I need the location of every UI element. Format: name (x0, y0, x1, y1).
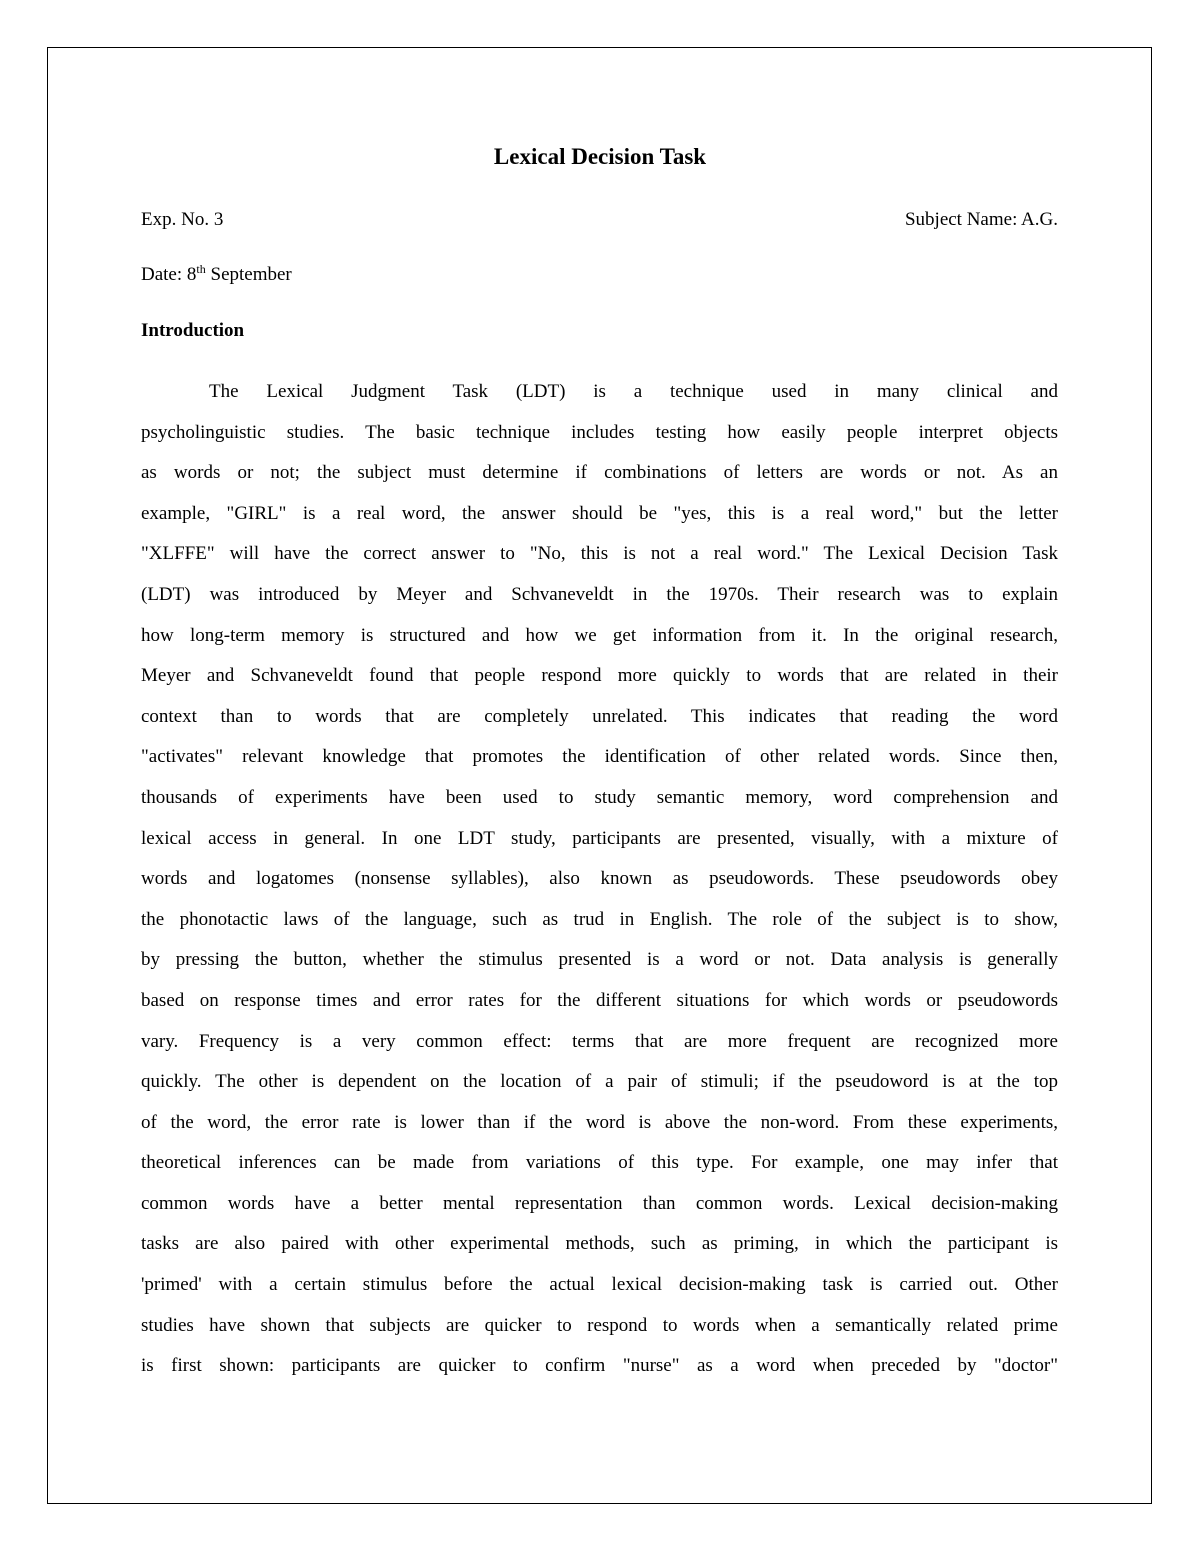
date-ordinal: th (196, 262, 206, 276)
paragraph-line: (LDT) was introduced by Meyer and Schvaneveldt in the 1970s. Their research was to explain (141, 583, 1058, 605)
paragraph-line: by pressing the button, whether the stimulus presented is a word or not. Data analysis is generally (141, 949, 1058, 971)
paragraph-line: the phonotactic laws of the language, such as trud in English. The role of the subject is to show, (141, 908, 1058, 930)
meta-row (141, 204, 1058, 236)
paragraph-line: The Lexical Judgment Task (LDT) is a technique used in many clinical and (209, 381, 1058, 402)
paragraph-line: how long-term memory is structured and how we get information from it. In the original research, (141, 624, 1058, 646)
paragraph-line: is first shown: participants are quicker to confirm "nurse" as a word when preceded by "doctor" (141, 1355, 1058, 1377)
paragraph-line: "XLFFE" will have the correct answer to "No, this is not a real word." The Lexical Decision Task (141, 543, 1058, 565)
paragraph-line: example, "GIRL" is a real word, the answer should be "yes, this is a real word," but the letter (141, 502, 1058, 524)
paragraph-line: based on response times and error rates for the different situations for which words or pseudowords (141, 989, 1058, 1011)
paragraph-line: words and logatomes (nonsense syllables), also known as pseudowords. These pseudowords obey (141, 868, 1058, 890)
paragraph-line: psycholinguistic studies. The basic technique includes testing how easily people interpret objects (141, 421, 1058, 443)
paragraph-line: lexical access in general. In one LDT study, participants are presented, visually, with a mixture of (141, 827, 1058, 849)
subject-name: Subject Name: A.G. (904, 209, 1058, 230)
paragraph-line: quickly. The other is dependent on the location of a pair of stimuli; if the pseudoword is at the top (141, 1071, 1058, 1093)
paragraph-line: of the word, the error rate is lower than if the word is above the non-word. From these experiments, (141, 1111, 1058, 1133)
introduction-paragraph (141, 372, 1058, 1387)
paragraph-line: 'primed' with a certain stimulus before the actual lexical decision-making task is carried out. Other (141, 1274, 1058, 1296)
paragraph-line: vary. Frequency is a very common effect: terms that are more frequent are recognized more (141, 1030, 1058, 1052)
paragraph-line: Meyer and Schvaneveldt found that people respond more quickly to words that are related in their (141, 665, 1058, 687)
paragraph-line: "activates" relevant knowledge that promotes the identification of other related words. Since then, (141, 746, 1058, 768)
paragraph-line: theoretical inferences can be made from variations of this type. For example, one may infer that (141, 1152, 1058, 1174)
experiment-number: Exp. No. 3 (141, 209, 224, 230)
paragraph-line: tasks are also paired with other experimental methods, such as priming, in which the participant is (141, 1233, 1058, 1255)
paragraph-line: common words have a better mental representation than common words. Lexical decision-making (141, 1192, 1058, 1214)
section-heading: Introduction (141, 320, 245, 341)
date-prefix: Date: 8 (141, 264, 197, 285)
date-month: September (205, 264, 292, 285)
paragraph-line: context than to words that are completely unrelated. This indicates that reading the word (141, 705, 1058, 727)
paragraph-line: thousands of experiments have been used to study semantic memory, word comprehension and (141, 786, 1058, 808)
paragraph-line: studies have shown that subjects are quicker to respond to words when a semantically related prime (141, 1314, 1058, 1336)
date-line (141, 259, 292, 291)
paragraph-line: as words or not; the subject must determine if combinations of letters are words or not. As an (141, 462, 1058, 484)
document-title: Lexical Decision Task (493, 144, 707, 169)
